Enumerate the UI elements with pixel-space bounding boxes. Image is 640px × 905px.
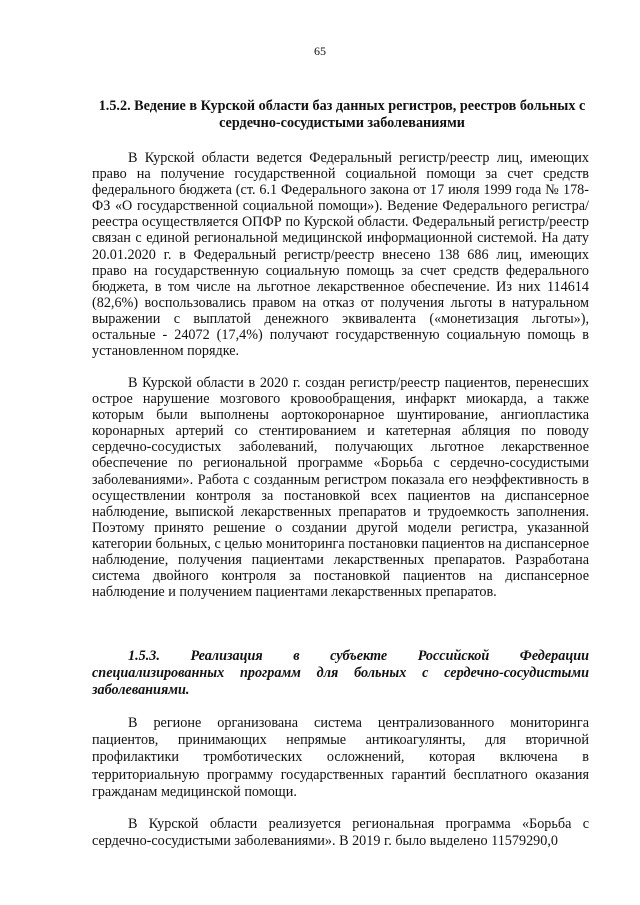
page-number: 65 — [314, 44, 326, 58]
section-heading-1-5-3: 1.5.3. Реализация в субъекте Российской Федерации специализированных программ для больных с сердечно-сосудистыми заболеваниями. — [92, 648, 589, 698]
paragraph-federal-registry: В Курской области ведется Федеральный регистр/реестр лиц, имеющих право на получение государственной социальной помощи за счет средств федерального бюджета (ст. 6.1 Федерального закона от 17 июля 1999 года № 178-ФЗ «О государственной социальной помощи»). Ведение Федерального регистра/реестра осуществляется ОПФР по Курской области. Федеральный регистр/реестр связан с единой региональной медицинской информационной системой. На дату 20.01.2020 г. в Федеральный регистр/реестр внесено 138 686 лиц, имеющих право на государственную социальную помощь за счет средств федерального бюджета, в том числе на льготное лекарственное обеспечение. Из них 114614 (82,6%) воспользовались правом на отказ от получения льготы в натуральном выражении с выплатой денежного эквивалента («монетизация льготы»), остальные - 24072 (17,4%) получают государственную социальную помощь в установленном порядке. — [92, 150, 589, 360]
paragraph-anticoagulant-monitoring: В регионе организована система централизованного мониторинга пациентов, принимающих непрямые антикоагулянты, для вторичной профилактики тромботических осложнений, которая включена в территориальную программу государственных гарантий бесплатного оказания гражданам медицинской помощи. — [92, 715, 589, 800]
section-heading-1-5-2: 1.5.2. Ведение в Курской области баз данных регистров, реестров больных с сердечно-сосудистыми заболеваниями — [98, 98, 586, 131]
paragraph-regional-program: В Курской области реализуется региональная программа «Борьба с сердечно-сосудистыми заболеваниями». В 2019 г. было выделено 11579290,0 — [92, 816, 589, 850]
paragraph-regional-registry: В Курской области в 2020 г. создан регистр/реестр пациентов, перенесших острое нарушение мозгового кровообращения, инфаркт миокарда, а также которым были выполнены аортокоронарное шунтирование, ангиопластика коронарных артерий со стентированием и катетерная абляция по поводу сердечно-сосудистых заболеваний, получающих льготное лекарственное обеспечение по региональной программе «Борьба с сердечно-сосудистыми заболеваниями». Работа с созданным регистром показала его неэффективность в осуществлении контроля за постановкой всех пациентов на диспансерное наблюдение, выпиской лекарственных препаратов и трудоемкость заполнения. Поэтому принято решение о создании другой модели регистра, указанной категории больных, с целью мониторинга постановки пациентов на диспансерное наблюдение, получения пациентами лекарственных препаратов. Разработана система двойного контроля за постановкой пациентов на диспансерное наблюдение и получением пациентами лекарственных препаратов. — [92, 375, 589, 601]
